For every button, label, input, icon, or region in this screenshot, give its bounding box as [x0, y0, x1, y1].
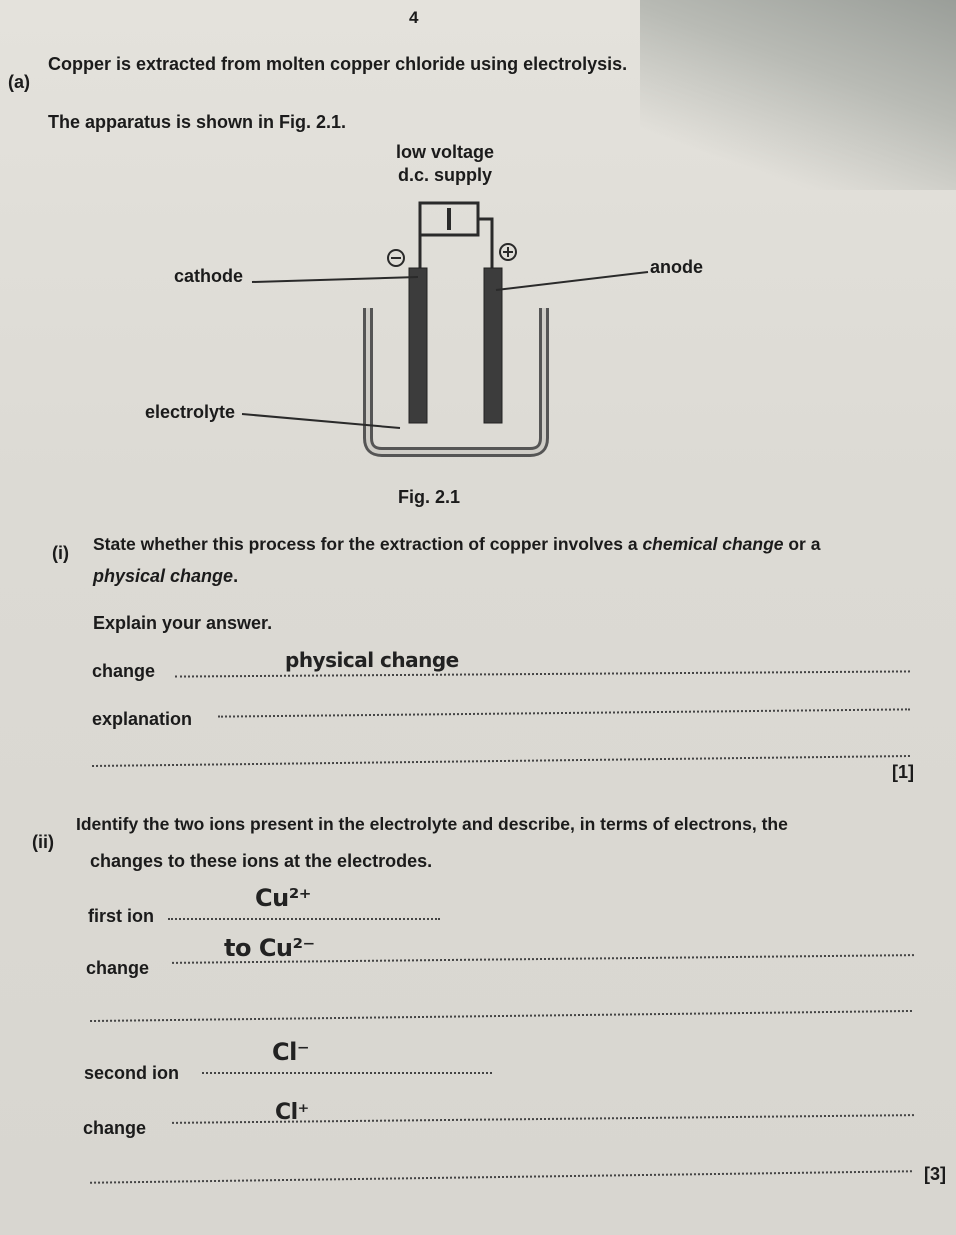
change-answer: physical change — [285, 648, 459, 672]
second-ion-answer-line — [202, 1072, 492, 1074]
anode-label: anode — [650, 257, 704, 277]
supply-cell-mark — [447, 208, 451, 230]
first-ion-answer-line — [168, 918, 440, 920]
part-a-label: (a) — [8, 72, 30, 92]
anode-electrode — [484, 268, 502, 423]
explanation-answer-line-1 — [218, 708, 910, 717]
explanation-label: explanation — [92, 709, 193, 729]
change1-answer: to Cu²⁻ — [224, 934, 315, 962]
change2-answer-line-2 — [90, 1170, 912, 1183]
electrolyte-leader-line — [242, 414, 400, 428]
second-ion-answer: Cl⁻ — [272, 1038, 310, 1066]
part-i-question-line2: physical change. — [93, 566, 239, 586]
part-i-question-line1: State whether this process for the extraction of copper involves a chemical change or a — [93, 534, 821, 554]
part-ii-question-line1: Identify the two ions present in the electrolyte and describe, in terms of electrons, the — [76, 814, 788, 834]
cathode-leader-line — [252, 277, 418, 282]
explanation-answer-line-2 — [92, 755, 910, 767]
part-i-explain: Explain your answer. — [93, 613, 273, 633]
part-ii-marks: [3] — [924, 1164, 946, 1184]
change1-label: change — [86, 958, 150, 978]
beaker-inner — [368, 308, 544, 452]
page-number: 4 — [409, 8, 419, 27]
change-label: change — [92, 661, 156, 681]
part-i-label: (i) — [52, 543, 69, 563]
supply-label-line2: d.c. supply — [398, 165, 493, 185]
cathode-electrode — [409, 268, 427, 423]
electrolysis-apparatus-diagram — [0, 0, 956, 560]
change2-answer: Cl⁺ — [275, 1100, 309, 1125]
anode-leader-line — [496, 272, 648, 290]
part-a-intro: Copper is extracted from molten copper chloride using electrolysis. — [48, 54, 628, 74]
part-i-marks: [1] — [892, 762, 914, 782]
first-ion-label: first ion — [88, 906, 154, 926]
second-ion-label: second ion — [84, 1063, 180, 1083]
anode-wire — [478, 219, 492, 270]
cathode-label: cathode — [174, 266, 244, 286]
part-ii-label: (ii) — [32, 832, 54, 852]
apparatus-sentence: The apparatus is shown in Fig. 2.1. — [48, 112, 347, 132]
change1-answer-line-2 — [90, 1010, 912, 1022]
supply-label-line1: low voltage — [396, 142, 495, 162]
change2-label: change — [83, 1118, 147, 1138]
part-ii-question-line2: changes to these ions at the electrodes. — [90, 851, 433, 871]
beaker — [368, 308, 544, 452]
figure-caption: Fig. 2.1 — [398, 487, 461, 507]
electrolyte-label: electrolyte — [145, 402, 236, 422]
first-ion-answer: Cu²⁺ — [255, 884, 311, 912]
